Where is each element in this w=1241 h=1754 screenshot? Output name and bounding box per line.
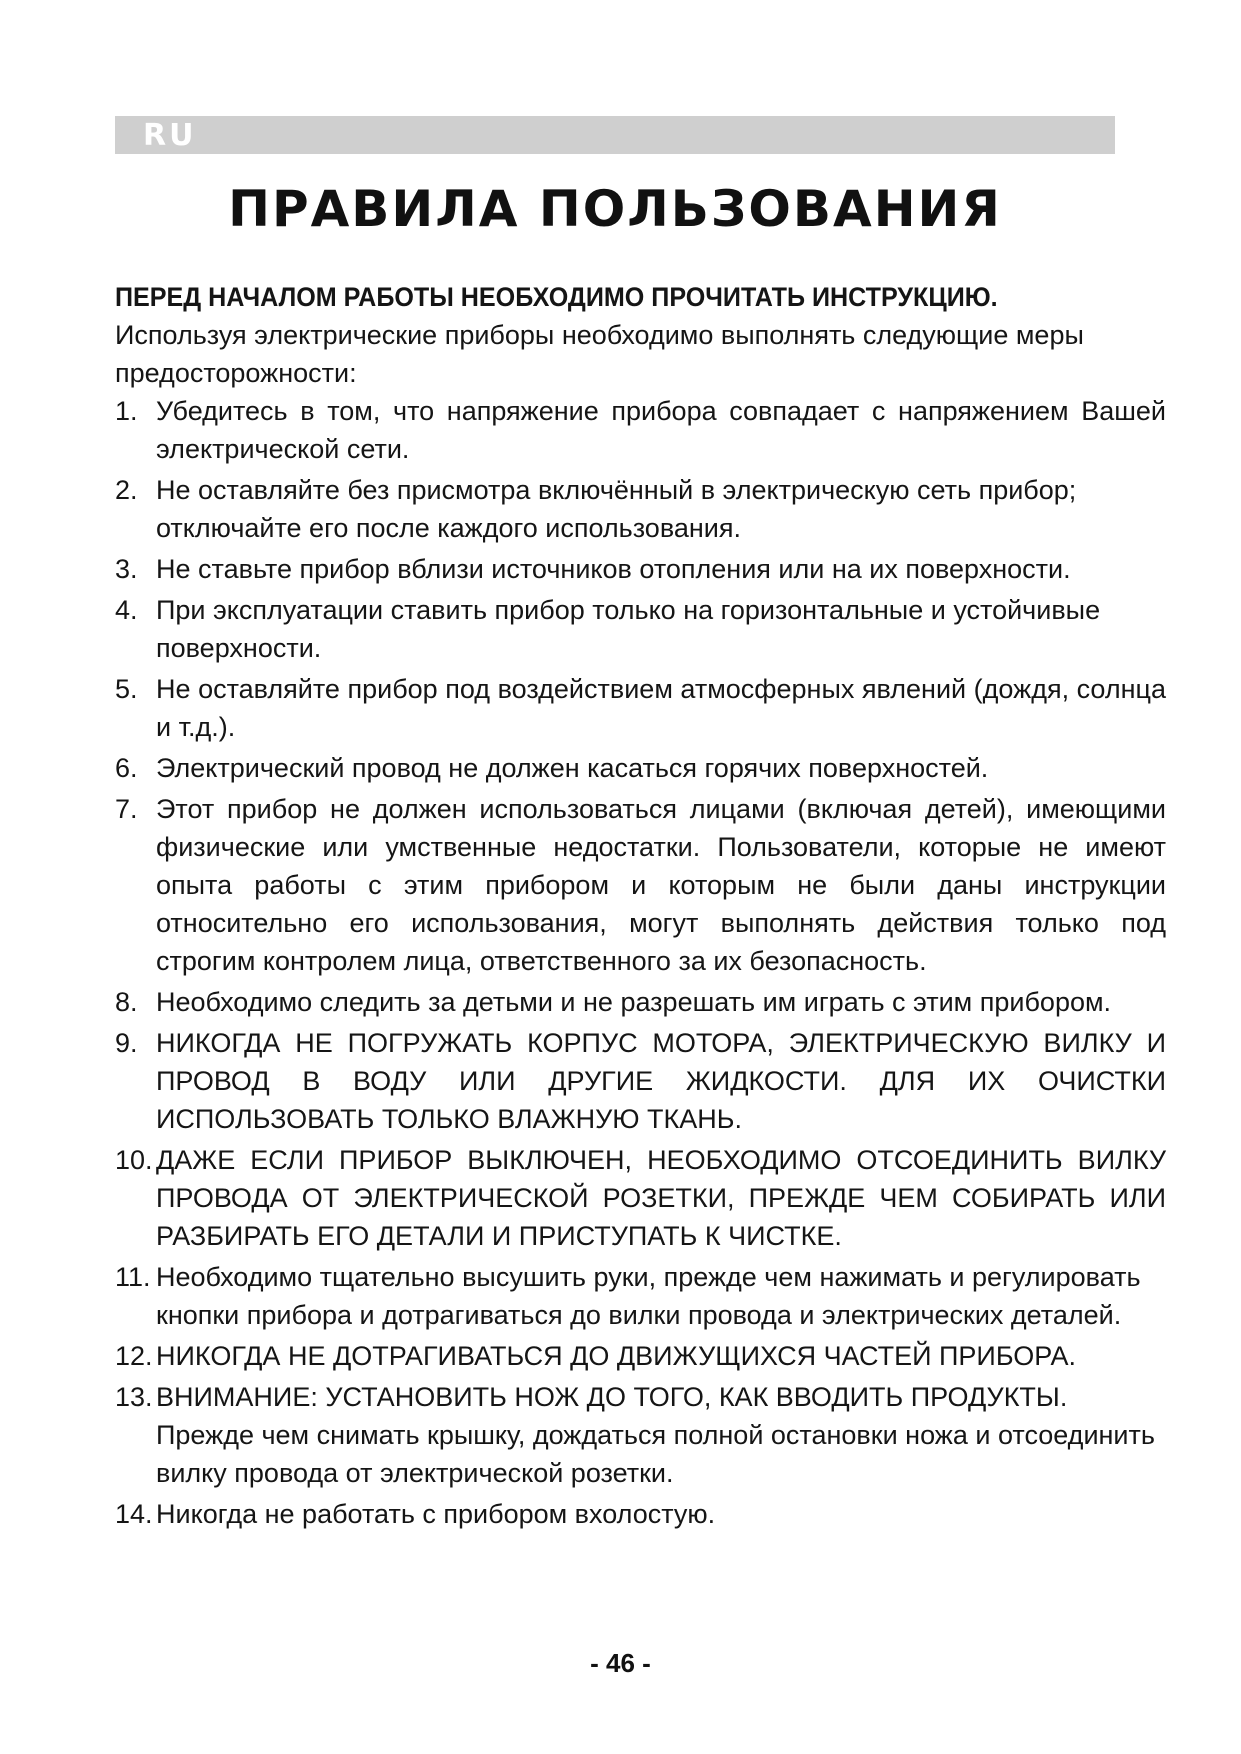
rule-text: НИКОГДА НЕ ПОГРУЖАТЬ КОРПУС МОТОРА, ЭЛЕКТРИЧЕСКУЮ ВИЛКУ И ПРОВОД В ВОДУ ИЛИ ДРУГИЕ ЖИДКОСТИ. ДЛЯ ИХ ОЧИСТКИ ИСПОЛЬЗОВАТЬ ТОЛЬКО ВЛАЖНУЮ ТКАНЬ. bbox=[156, 1028, 1166, 1134]
rule-number: 1. bbox=[115, 396, 138, 426]
language-bar bbox=[115, 116, 1115, 154]
safety-rule bbox=[115, 1024, 1166, 1138]
rule-text: ДАЖЕ ЕСЛИ ПРИБОР ВЫКЛЮЧЕН, НЕОБХОДИМО ОТСОЕДИНИТЬ ВИЛКУ ПРОВОДА ОТ ЭЛЕКТРИЧЕСКОЙ РОЗЕТКИ, ПРЕЖДЕ ЧЕМ СОБИРАТЬ ИЛИ РАЗБИРАТЬ ЕГО ДЕТАЛИ И ПРИСТУПАТЬ К ЧИСТКЕ. bbox=[156, 1145, 1166, 1251]
rule-number: 4. bbox=[115, 595, 138, 625]
rule-number: 7. bbox=[115, 794, 138, 824]
page-title: ПРАВИЛА ПОЛЬЗОВАНИЯ bbox=[228, 180, 1002, 238]
rule-number: 12. bbox=[115, 1341, 153, 1371]
safety-rule bbox=[115, 749, 1166, 787]
safety-rule bbox=[115, 471, 1166, 547]
safety-rule bbox=[115, 1141, 1166, 1255]
rule-number: 3. bbox=[115, 554, 138, 584]
instructions-intro: Используя электрические приборы необходимо выполнять следующие меры предосторожности: bbox=[115, 320, 1084, 388]
safety-rule bbox=[115, 1337, 1166, 1375]
rule-text: Убедитесь в том, что напряжение прибора совпадает с напряжением Вашей электрической сети. bbox=[156, 396, 1166, 464]
instructions-body bbox=[115, 278, 1185, 1536]
rule-number: 8. bbox=[115, 987, 138, 1017]
rule-text: Необходимо следить за детьми и не разрешать им играть с этим прибором. bbox=[156, 987, 1112, 1017]
safety-rule bbox=[115, 790, 1166, 980]
rule-text: Не ставьте прибор вблизи источников отопления или на их поверхности. bbox=[156, 554, 1071, 584]
rule-text: Необходимо тщательно высушить руки, прежде чем нажимать и регулировать кнопки прибора и дотрагиваться до вилки провода и электрических деталей. bbox=[156, 1262, 1141, 1330]
rule-number: 14. bbox=[115, 1499, 153, 1529]
language-code: RU bbox=[143, 118, 197, 153]
instructions-lead: ПЕРЕД НАЧАЛОМ РАБОТЫ НЕОБХОДИМО ПРОЧИТАТЬ ИНСТРУКЦИЮ. bbox=[115, 282, 998, 312]
rule-number: 13. bbox=[115, 1382, 153, 1412]
rule-text: НИКОГДА НЕ ДОТРАГИВАТЬСЯ ДО ДВИЖУЩИХСЯ ЧАСТЕЙ ПРИБОРА. bbox=[156, 1341, 1076, 1371]
safety-rule bbox=[115, 983, 1166, 1021]
rule-text: Электрический провод не должен касаться горячих поверхностей. bbox=[156, 753, 989, 783]
safety-rule bbox=[115, 1378, 1166, 1492]
rule-number: 2. bbox=[115, 475, 138, 505]
page-number: - 46 - bbox=[590, 1648, 651, 1678]
safety-rule bbox=[115, 1258, 1166, 1334]
safety-rule bbox=[115, 1495, 1166, 1533]
rule-text: Этот прибор не должен использоваться лицами (включая детей), имеющими физические или умственные недостатки. Пользователи, которые не имеют опыта работы с этим прибором и которым не были даны инструкции относительно его использования, могут выполнять действия только под строгим контролем лица, ответственного за их безопасность. bbox=[156, 794, 1166, 976]
safety-rule bbox=[115, 591, 1166, 667]
rule-text: При эксплуатации ставить прибор только на горизонтальные и устойчивые поверхности. bbox=[156, 595, 1101, 663]
safety-rules-list bbox=[115, 392, 1185, 1533]
rule-number: 6. bbox=[115, 753, 138, 783]
rule-number: 10. bbox=[115, 1145, 153, 1175]
rule-text: Никогда не работать с прибором вхолостую. bbox=[156, 1499, 716, 1529]
rule-text: Не оставляйте без присмотра включённый в электрическую сеть прибор; отключайте его после каждого использования. bbox=[156, 475, 1077, 543]
rule-number: 9. bbox=[115, 1028, 138, 1058]
safety-rule bbox=[115, 670, 1166, 746]
rule-number: 5. bbox=[115, 674, 138, 704]
rule-text: Не оставляйте прибор под воздействием атмосферных явлений (дождя, солнца и т.д.). bbox=[156, 674, 1166, 742]
rule-text: ВНИМАНИЕ: УСТАНОВИТЬ НОЖ ДО ТОГО, КАК ВВОДИТЬ ПРОДУКТЫ. Прежде чем снимать крышку, дождаться полной остановки ножа и отсоединить вилку провода от электрической розетки. bbox=[156, 1382, 1155, 1488]
rule-number: 11. bbox=[115, 1262, 151, 1292]
safety-rule bbox=[115, 392, 1166, 468]
safety-rule bbox=[115, 550, 1166, 588]
